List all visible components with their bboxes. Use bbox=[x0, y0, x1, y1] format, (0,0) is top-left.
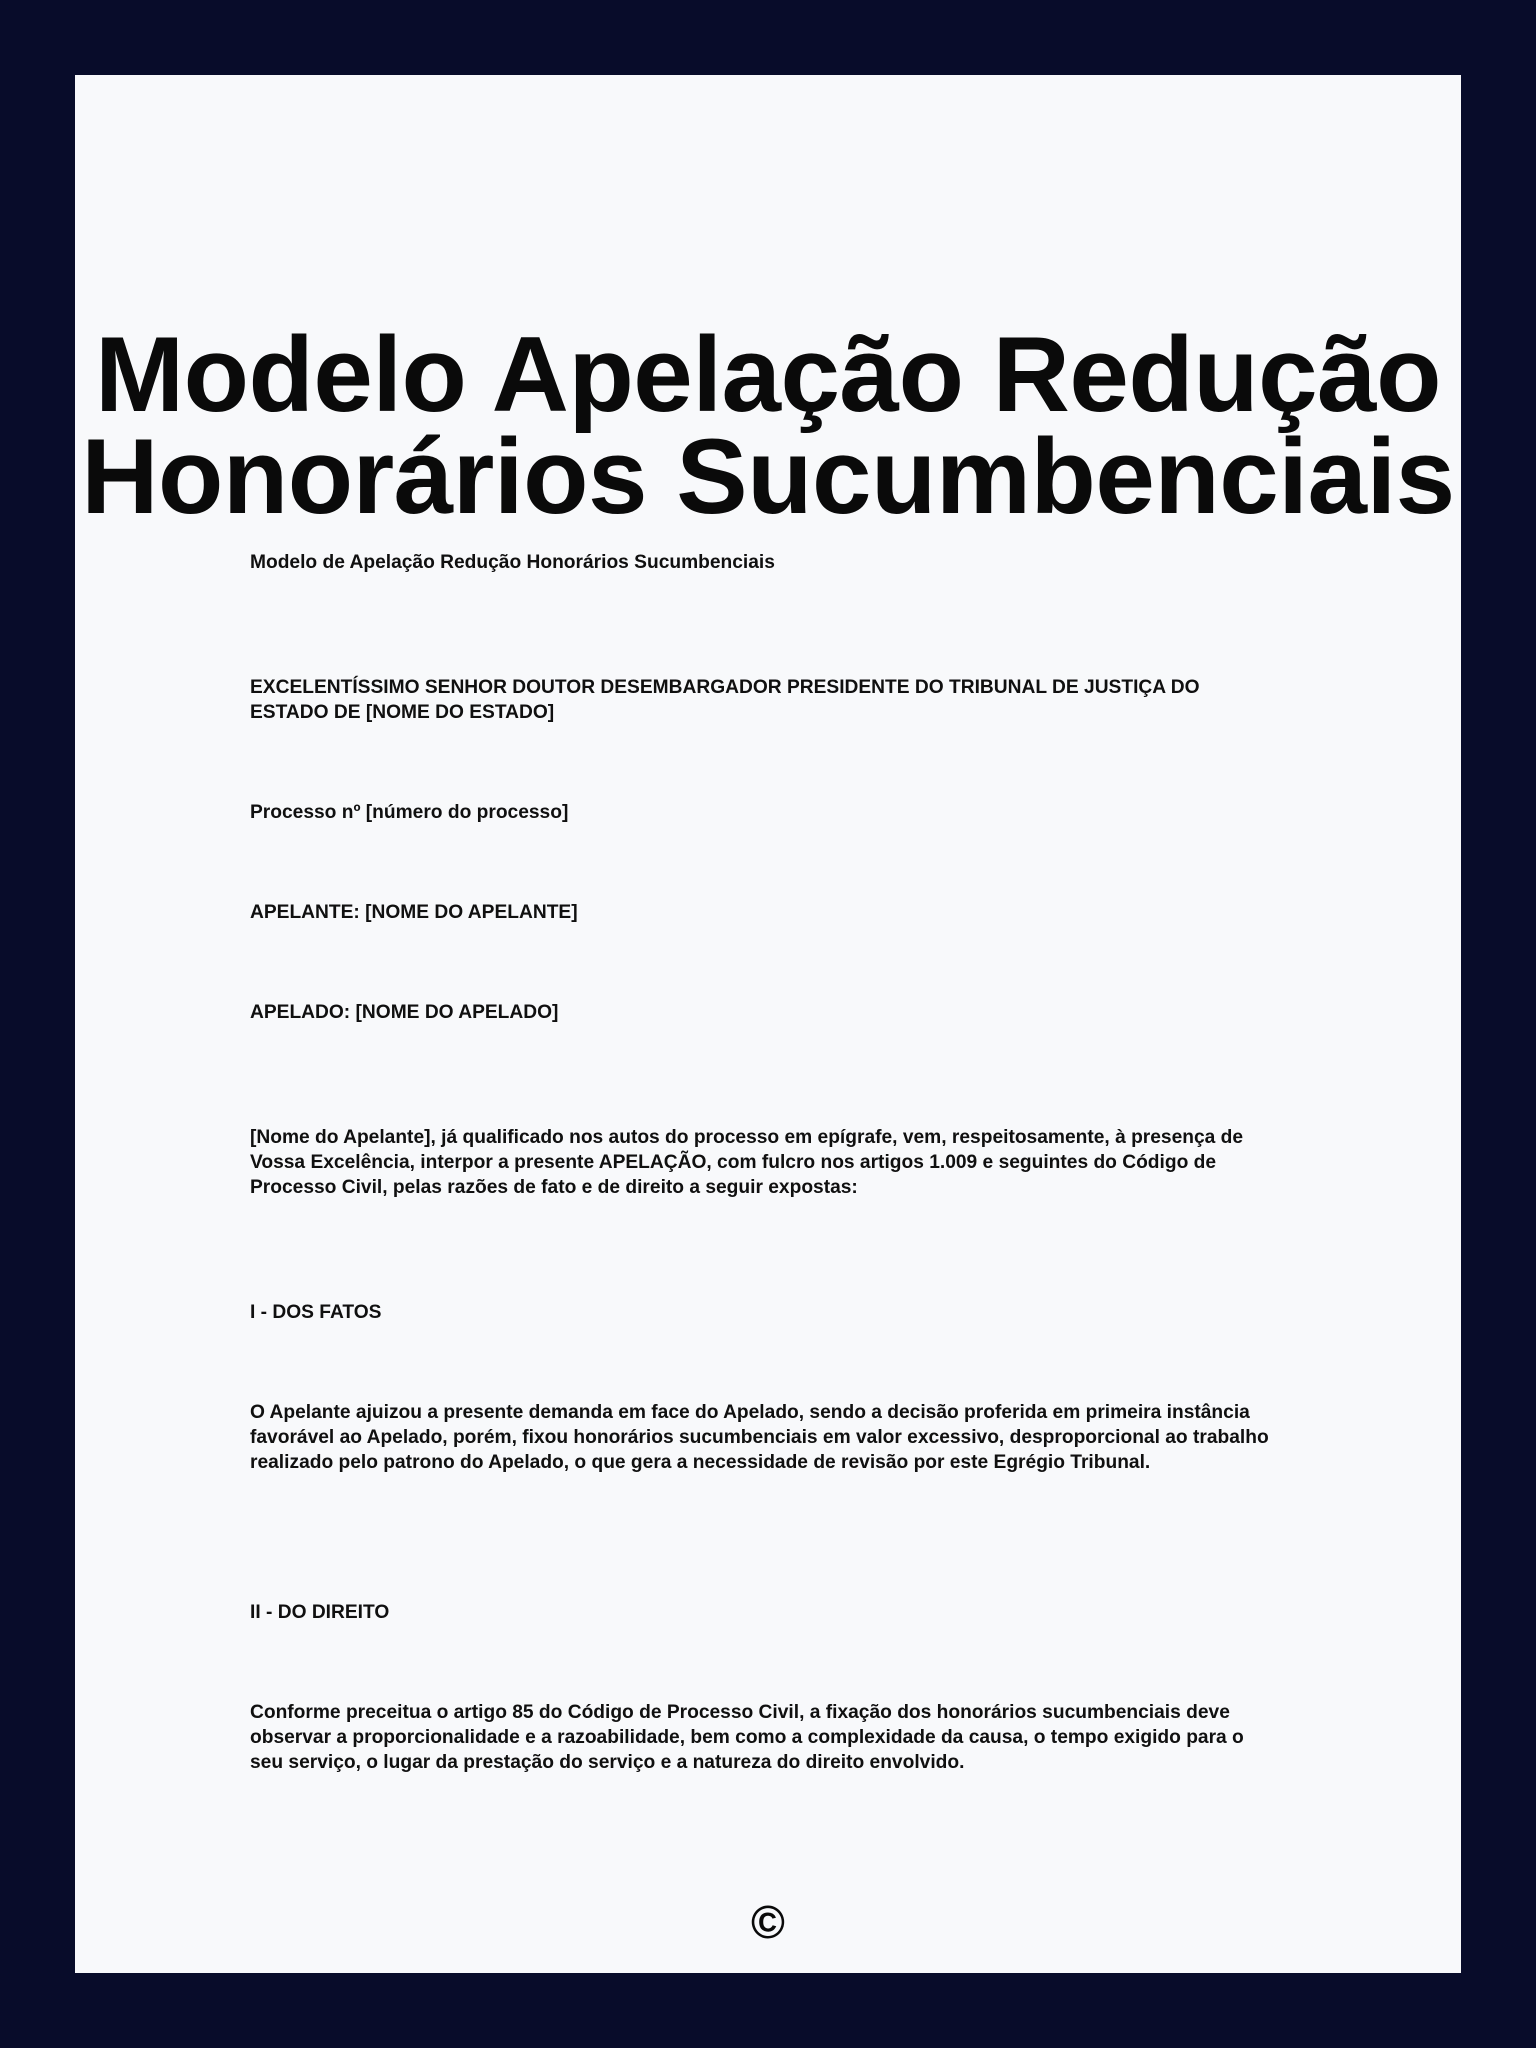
title-line-1: Modelo Apelação Redução bbox=[94, 314, 1442, 434]
document-subtitle: Modelo de Apelação Redução Honorários Sucumbenciais bbox=[250, 552, 775, 573]
intro-paragraph: [Nome do Apelante], já qualificado nos autos do processo em epígrafe, vem, respeitosamente, à presença de Vossa Excelência, interpor a presente APELAÇÃO, com fulcro nos artigos 1.009 e seguintes do Código de Processo Civil, pelas razões de fato e de direito a seguir expostas: bbox=[250, 1127, 1244, 1198]
process-number: Processo nº [número do processo] bbox=[250, 802, 569, 823]
law-paragraph: Conforme preceitua o artigo 85 do Código de Processo Civil, a fixação dos honorários sucumbenciais deve observar a proporcionalidade e a razoabilidade, bem como a complexidade da causa, o tempo exigido para o seu serviço, o lugar da prestação do serviço e a natureza do direito envolvido. bbox=[250, 1702, 1244, 1773]
appellee: APELADO: [NOME DO APELADO] bbox=[250, 1002, 559, 1023]
document-title bbox=[75, 314, 1461, 536]
appellant: APELANTE: [NOME DO APELANTE] bbox=[250, 902, 578, 923]
title-line-2: Honorários Sucumbenciais bbox=[81, 416, 1455, 536]
addressee: EXCELENTÍSSIMO SENHOR DOUTOR DESEMBARGADOR PRESIDENTE DO TRIBUNAL DE JUSTIÇA DO ESTADO DE [NOME DO ESTADO] bbox=[250, 677, 1200, 723]
facts-paragraph: O Apelante ajuizou a presente demanda em face do Apelado, sendo a decisão proferida em primeira instância favorável ao Apelado, porém, fixou honorários sucumbenciais em valor excessivo, desproporcional ao trabalho realizado pelo patrono do Apelado, o que gera a necessidade de revisão por este Egrégio Tribunal. bbox=[250, 1402, 1269, 1473]
document-page bbox=[75, 75, 1461, 1973]
section-heading-law: II - DO DIREITO bbox=[250, 1602, 390, 1623]
section-heading-facts: I - DOS FATOS bbox=[250, 1302, 382, 1323]
copyright-icon: © bbox=[751, 1896, 785, 1948]
